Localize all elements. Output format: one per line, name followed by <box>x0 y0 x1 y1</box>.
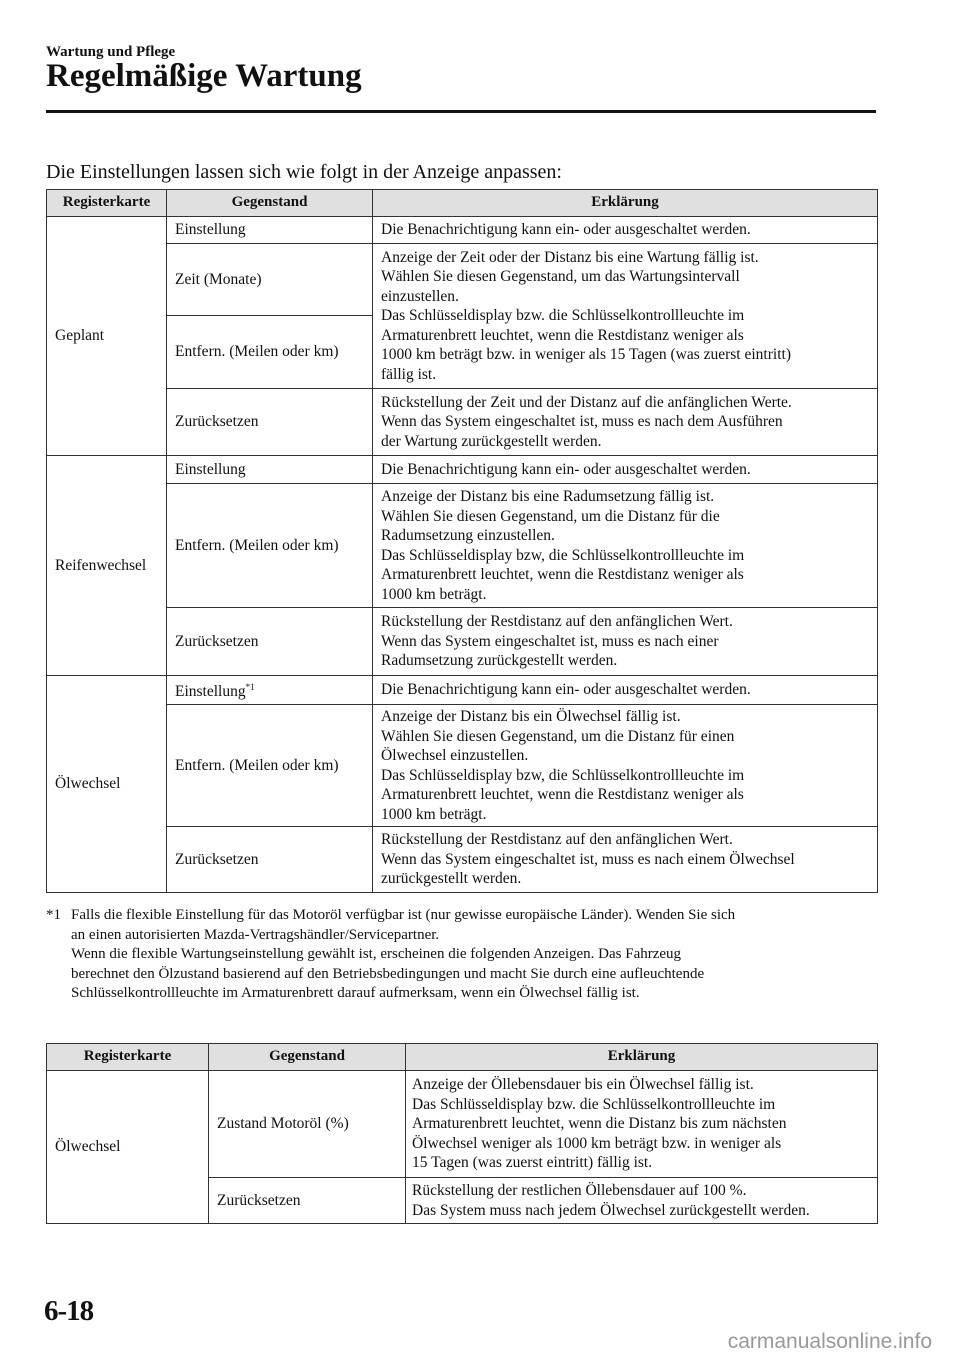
page-title: Regelmäßige Wartung <box>46 58 362 94</box>
page-number: 6-18 <box>44 1295 94 1327</box>
table-row <box>47 456 878 484</box>
item-cell: Zurücksetzen <box>209 1178 406 1224</box>
item-cell: Einstellung <box>167 217 373 244</box>
item-cell: Entfern. (Meilen oder km) <box>167 705 373 827</box>
item-label: Einstellung <box>175 683 246 701</box>
explanation-cell: Die Benachrichtigung kann ein- oder ausgeschaltet werden. <box>373 456 878 484</box>
section-label: Wartung und Pflege <box>46 44 176 60</box>
table-header-row <box>47 190 878 217</box>
item-cell: Zeit (Monate) <box>167 244 373 316</box>
footnote <box>46 906 876 1004</box>
explanation-cell: Rückstellung der Restdistanz auf den anfänglichen Wert. Wenn das System eingeschaltet ist, muss es nach einem Ölwechsel zurückgestellt werden. <box>373 827 878 893</box>
item-cell: Zurücksetzen <box>167 389 373 456</box>
explanation-cell: Die Benachrichtigung kann ein- oder ausgeschaltet werden. <box>373 676 878 705</box>
tab-cell: Ölwechsel <box>47 1071 209 1224</box>
tab-cell: Ölwechsel <box>47 676 167 893</box>
footnote-text: Falls die flexible Einstellung für das Motoröl verfügbar ist (nur gewisse europäische Länder). Wenden Sie sich an einen autorisierten Mazda-Vertragshändler/Servicepartner. Wenn die flexible Wartungseinstellung gewählt ist, erscheinen die folgenden Anzeigen. Das Fahrzeug berechnet den Ölzustand basierend auf den Betriebsbedingungen und macht Sie durch eine aufleuchtende Schlüsselkontrollleuchte im Armaturenbrett darauf aufmerksam, wenn ein Ölwechsel fällig ist. <box>71 907 736 1001</box>
explanation-cell: Die Benachrichtigung kann ein- oder ausgeschaltet werden. <box>373 217 878 244</box>
explanation-cell: Anzeige der Distanz bis ein Ölwechsel fällig ist. Wählen Sie diesen Gegenstand, um die Distanz für einen Ölwechsel einzustellen. Das Schlüsseldisplay bzw, die Schlüsselkontrollleuchte im Armaturenbrett leuchtet, wenn die Restdistanz weniger als 1000 km beträgt. <box>373 705 878 827</box>
header-gegenstand: Gegenstand <box>167 190 373 217</box>
table-row <box>47 1071 878 1178</box>
explanation-cell: Anzeige der Zeit oder der Distanz bis eine Wartung fällig ist. Wählen Sie diesen Gegenstand, um das Wartungsintervall einzustellen. Das Schlüsseldisplay bzw. die Schlüsselkontrollleuchte im Armaturenbrett leuchtet, wenn die Restdistanz weniger als 1000 km beträgt bzw. in weniger als 15 Tagen (was zuerst eintritt) fällig ist. <box>373 244 878 389</box>
explanation-cell: Rückstellung der restlichen Öllebensdauer auf 100 %. Das System muss nach jedem Ölwechsel zurückgestellt werden. <box>406 1178 878 1224</box>
table-header-row <box>47 1044 878 1071</box>
header-erklaerung: Erklärung <box>373 190 878 217</box>
item-cell: Zustand Motoröl (%) <box>209 1071 406 1178</box>
table-row <box>47 389 878 456</box>
table-row <box>47 244 878 316</box>
table-row <box>47 705 878 827</box>
header-registerkarte: Registerkarte <box>47 1044 209 1071</box>
table-row <box>47 608 878 676</box>
table-row <box>47 676 878 705</box>
item-cell <box>167 676 373 705</box>
item-cell: Zurücksetzen <box>167 827 373 893</box>
title-divider <box>46 110 876 113</box>
item-cell: Entfern. (Meilen oder km) <box>167 316 373 389</box>
header-gegenstand: Gegenstand <box>209 1044 406 1071</box>
item-cell: Einstellung <box>167 456 373 484</box>
explanation-cell: Rückstellung der Restdistanz auf den anfänglichen Wert. Wenn das System eingeschaltet ist, muss es nach einer Radumsetzung zurückgestellt werden. <box>373 608 878 676</box>
watermark: carmanualsonline.info <box>727 1330 932 1353</box>
footnote-mark: *1 <box>46 907 61 923</box>
tab-cell: Geplant <box>47 217 167 456</box>
table-row <box>47 827 878 893</box>
footnote-ref: *1 <box>245 682 255 693</box>
table-row <box>47 484 878 608</box>
explanation-cell: Rückstellung der Zeit und der Distanz auf die anfänglichen Werte. Wenn das System eingeschaltet ist, muss es nach dem Ausführen der Wartung zurückgestellt werden. <box>373 389 878 456</box>
oil-life-table <box>46 1043 878 1224</box>
header-erklaerung: Erklärung <box>406 1044 878 1071</box>
tab-cell: Reifenwechsel <box>47 456 167 676</box>
item-cell: Entfern. (Meilen oder km) <box>167 484 373 608</box>
explanation-cell: Anzeige der Öllebensdauer bis ein Ölwechsel fällig ist. Das Schlüsseldisplay bzw. die Schlüsselkontrollleuchte im Armaturenbrett leuchtet, wenn die Distanz bis zum nächsten Ölwechsel weniger als 1000 km beträgt bzw. in weniger als 15 Tagen (was zuerst eintritt) fällig ist. <box>406 1071 878 1178</box>
header-registerkarte: Registerkarte <box>47 190 167 217</box>
settings-table <box>46 189 878 893</box>
table-row <box>47 217 878 244</box>
intro-text: Die Einstellungen lassen sich wie folgt in der Anzeige anpassen: <box>46 161 562 183</box>
item-cell: Zurücksetzen <box>167 608 373 676</box>
explanation-cell: Anzeige der Distanz bis eine Radumsetzung fällig ist. Wählen Sie diesen Gegenstand, um die Distanz für die Radumsetzung einzustellen. Das Schlüsseldisplay bzw, die Schlüsselkontrollleuchte im Armaturenbrett leuchtet, wenn die Restdistanz weniger als 1000 km beträgt. <box>373 484 878 608</box>
